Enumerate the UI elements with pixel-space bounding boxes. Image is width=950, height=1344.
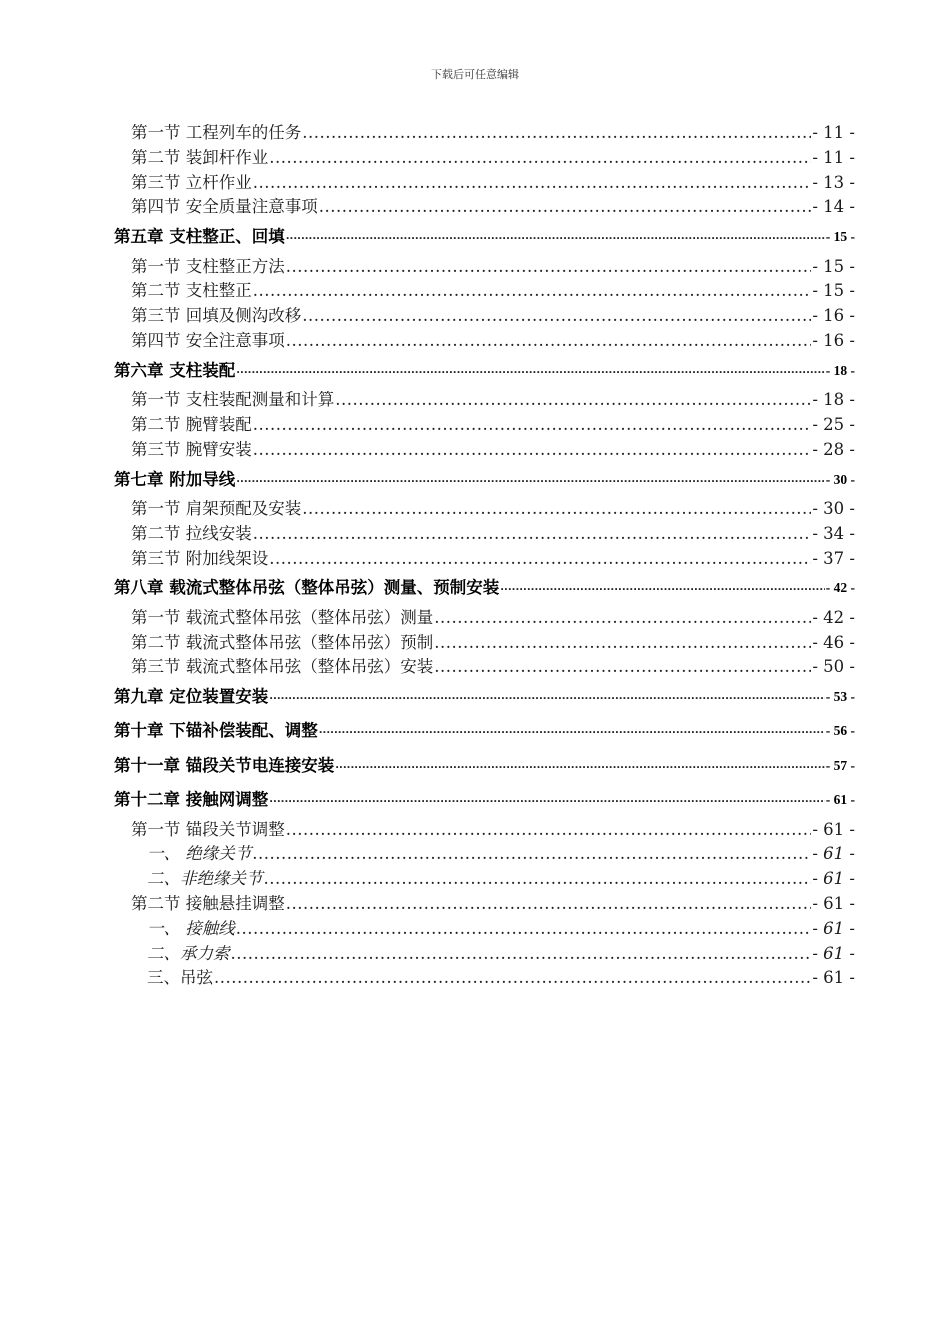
toc-dot-leader [286,818,812,843]
toc-entry-page-number: - 57 - [825,757,855,773]
toc-entry-page-number: - 15 - [825,229,855,245]
toc-entry-page-number: - 15 - [812,281,855,301]
toc-entry-title: 第二节 支柱整正 [131,281,252,301]
toc-entry-page-number: - 46 - [812,632,855,652]
toc-subitem-entry[interactable] [114,867,855,892]
toc-entry-page-number: - 61 - [812,918,855,938]
toc-dot-leader [269,783,825,817]
toc-entry-title: 第六章 支柱装配 [114,360,236,380]
toc-entry-title: 第八章 载流式整体吊弦（整体吊弦）测量、预制安装 [114,578,500,598]
toc-entry-page-number: - 11 - [812,147,855,167]
toc-entry-title: 第五章 支柱整正、回填 [114,227,285,247]
toc-entry-title: 第三节 腕臂安装 [131,439,252,459]
toc-entry-title: 第二节 载流式整体吊弦（整体吊弦）预制 [131,632,434,652]
toc-dot-leader [269,547,811,572]
toc-entry-title: 第二节 接触悬挂调整 [131,894,285,914]
toc-entry-title: 第三节 回填及侧沟改移 [131,306,302,326]
toc-section-entry[interactable] [114,547,855,572]
toc-entry-page-number: - 34 - [812,523,855,543]
toc-entry-title: 第二节 装卸杆作业 [131,147,269,167]
toc-entry-title: 第四节 安全注意事项 [131,330,285,350]
toc-entry-title: 第三节 立杆作业 [131,172,252,192]
toc-entry-title: 第一节 工程列车的任务 [131,123,302,142]
toc-entry-page-number: - 11 - [812,123,855,142]
toc-dot-leader [434,606,811,631]
toc-chapter-entry[interactable] [114,463,855,497]
toc-section-entry[interactable] [114,255,855,280]
toc-entry-title: 二、非绝缘关节 [147,869,263,889]
toc-entry-title: 第一节 支柱装配测量和计算 [131,390,335,410]
toc-entry-title: 三、吊弦 [147,968,213,988]
toc-dot-leader [253,413,812,438]
toc-dot-leader [286,220,825,254]
toc-entry-page-number: - 56 - [825,723,855,739]
toc-dot-leader [302,497,811,522]
toc-entry-page-number: - 50 - [812,657,855,677]
toc-section-entry[interactable] [114,146,855,171]
toc-dot-leader [335,749,825,783]
toc-entry-page-number: - 28 - [812,439,855,459]
toc-entry-page-number: - 37 - [812,548,855,568]
toc-entry-page-number: - 18 - [812,390,855,410]
toc-section-entry[interactable] [114,655,855,680]
toc-section-entry[interactable] [114,388,855,413]
toc-section-entry[interactable] [114,279,855,304]
toc-dot-leader [319,714,825,748]
toc-subitem-entry[interactable] [114,917,855,942]
toc-entry-title: 第十二章 接触网调整 [114,790,269,810]
toc-dot-leader [264,867,812,892]
toc-dot-leader [286,255,812,280]
toc-section-entry[interactable] [114,329,855,354]
toc-chapter-entry[interactable] [114,749,855,783]
toc-entry-title: 第三节 附加线架设 [131,548,269,568]
toc-section-entry[interactable] [114,522,855,547]
toc-section-entry[interactable] [114,497,855,522]
toc-dot-leader [214,966,811,991]
toc-chapter-entry[interactable] [114,571,855,605]
toc-dot-leader [253,522,812,547]
toc-entry-title: 一、 接触线 [147,918,235,938]
toc-dot-leader [252,842,811,867]
toc-entry-page-number: - 53 - [825,689,855,705]
toc-dot-leader [269,680,825,714]
toc-entry-page-number: - 61 - [812,968,855,988]
toc-dot-leader [286,329,812,354]
toc-dot-leader [231,942,812,967]
toc-entry-title: 第一节 锚段关节调整 [131,819,285,839]
toc-dot-leader [236,354,825,388]
toc-entry-page-number: - 61 - [812,844,855,864]
toc-section-entry[interactable] [114,171,855,196]
toc-entry-title: 第十章 下锚补偿装配、调整 [114,721,318,741]
toc-dot-leader [236,917,812,942]
toc-section-entry[interactable] [114,121,855,146]
toc-chapter-entry[interactable] [114,715,855,749]
toc-dot-leader [434,631,811,656]
toc-chapter-entry[interactable] [114,783,855,817]
toc-subitem-entry[interactable] [114,842,855,867]
toc-entry-page-number: - 61 - [812,869,855,889]
toc-entry-page-number: - 14 - [812,197,855,217]
toc-entry-page-number: - 15 - [812,256,855,276]
toc-section-entry[interactable] [114,631,855,656]
toc-entry-title: 第九章 定位装置安装 [114,687,269,707]
toc-entry-title: 第一节 支柱整正方法 [131,256,285,276]
toc-entry-page-number: - 61 - [812,894,855,914]
toc-dot-leader [269,146,811,171]
toc-entry-title: 第十一章 锚段关节电连接安装 [114,755,335,775]
toc-section-entry[interactable] [114,413,855,438]
page-header: 下载后可任意编辑 [431,68,519,81]
toc-entry-page-number: - 61 - [812,943,855,963]
toc-dot-leader [302,121,811,146]
toc-entry-title: 第一节 肩架预配及安装 [131,498,302,518]
toc-section-entry[interactable] [114,818,855,843]
toc-section-entry[interactable] [114,438,855,463]
toc-entry-page-number: - 42 - [812,607,855,627]
toc-subitem-entry[interactable] [114,942,855,967]
toc-entry-page-number: - 42 - [825,580,855,596]
toc-dot-leader [286,892,812,917]
toc-section-entry[interactable] [114,195,855,220]
toc-dot-leader [253,279,812,304]
toc-entry-page-number: - 13 - [812,172,855,192]
toc-chapter-entry[interactable] [114,354,855,388]
toc-dot-leader [319,195,812,220]
toc-entry-page-number: - 30 - [825,471,855,487]
toc-subitem-entry[interactable] [114,966,855,991]
toc-entry-title: 一、 绝缘关节 [147,844,252,864]
toc-entry-page-number: - 25 - [812,414,855,434]
toc-entry-page-number: - 61 - [825,792,855,808]
toc-section-entry[interactable] [114,606,855,631]
toc-entry-page-number: - 18 - [825,362,855,378]
toc-entry-title: 二、承力索 [147,943,230,963]
toc-entry-page-number: - 61 - [812,819,855,839]
toc-entry-page-number: - 16 - [812,306,855,326]
toc-entry-title: 第一节 载流式整体吊弦（整体吊弦）测量 [131,607,434,627]
toc-section-entry[interactable] [114,892,855,917]
toc-chapter-entry[interactable] [114,220,855,254]
toc-entry-title: 第二节 拉线安装 [131,523,252,543]
toc-entry-title: 第七章 附加导线 [114,469,236,489]
toc-dot-leader [434,655,811,680]
toc-entry-page-number: - 30 - [812,498,855,518]
toc-dot-leader [335,388,811,413]
toc-entry-title: 第四节 安全质量注意事项 [131,197,318,217]
toc-chapter-entry[interactable] [114,680,855,714]
toc-entry-title: 第二节 腕臂装配 [131,414,252,434]
toc-dot-leader [236,463,825,497]
toc-entry-title: 第三节 载流式整体吊弦（整体吊弦）安装 [131,657,434,677]
toc-section-entry[interactable] [114,304,855,329]
toc-entry-page-number: - 16 - [812,330,855,350]
toc-dot-leader [253,171,812,196]
table-of-contents [114,121,855,991]
toc-dot-leader [500,571,825,605]
toc-dot-leader [302,304,811,329]
toc-dot-leader [253,438,812,463]
